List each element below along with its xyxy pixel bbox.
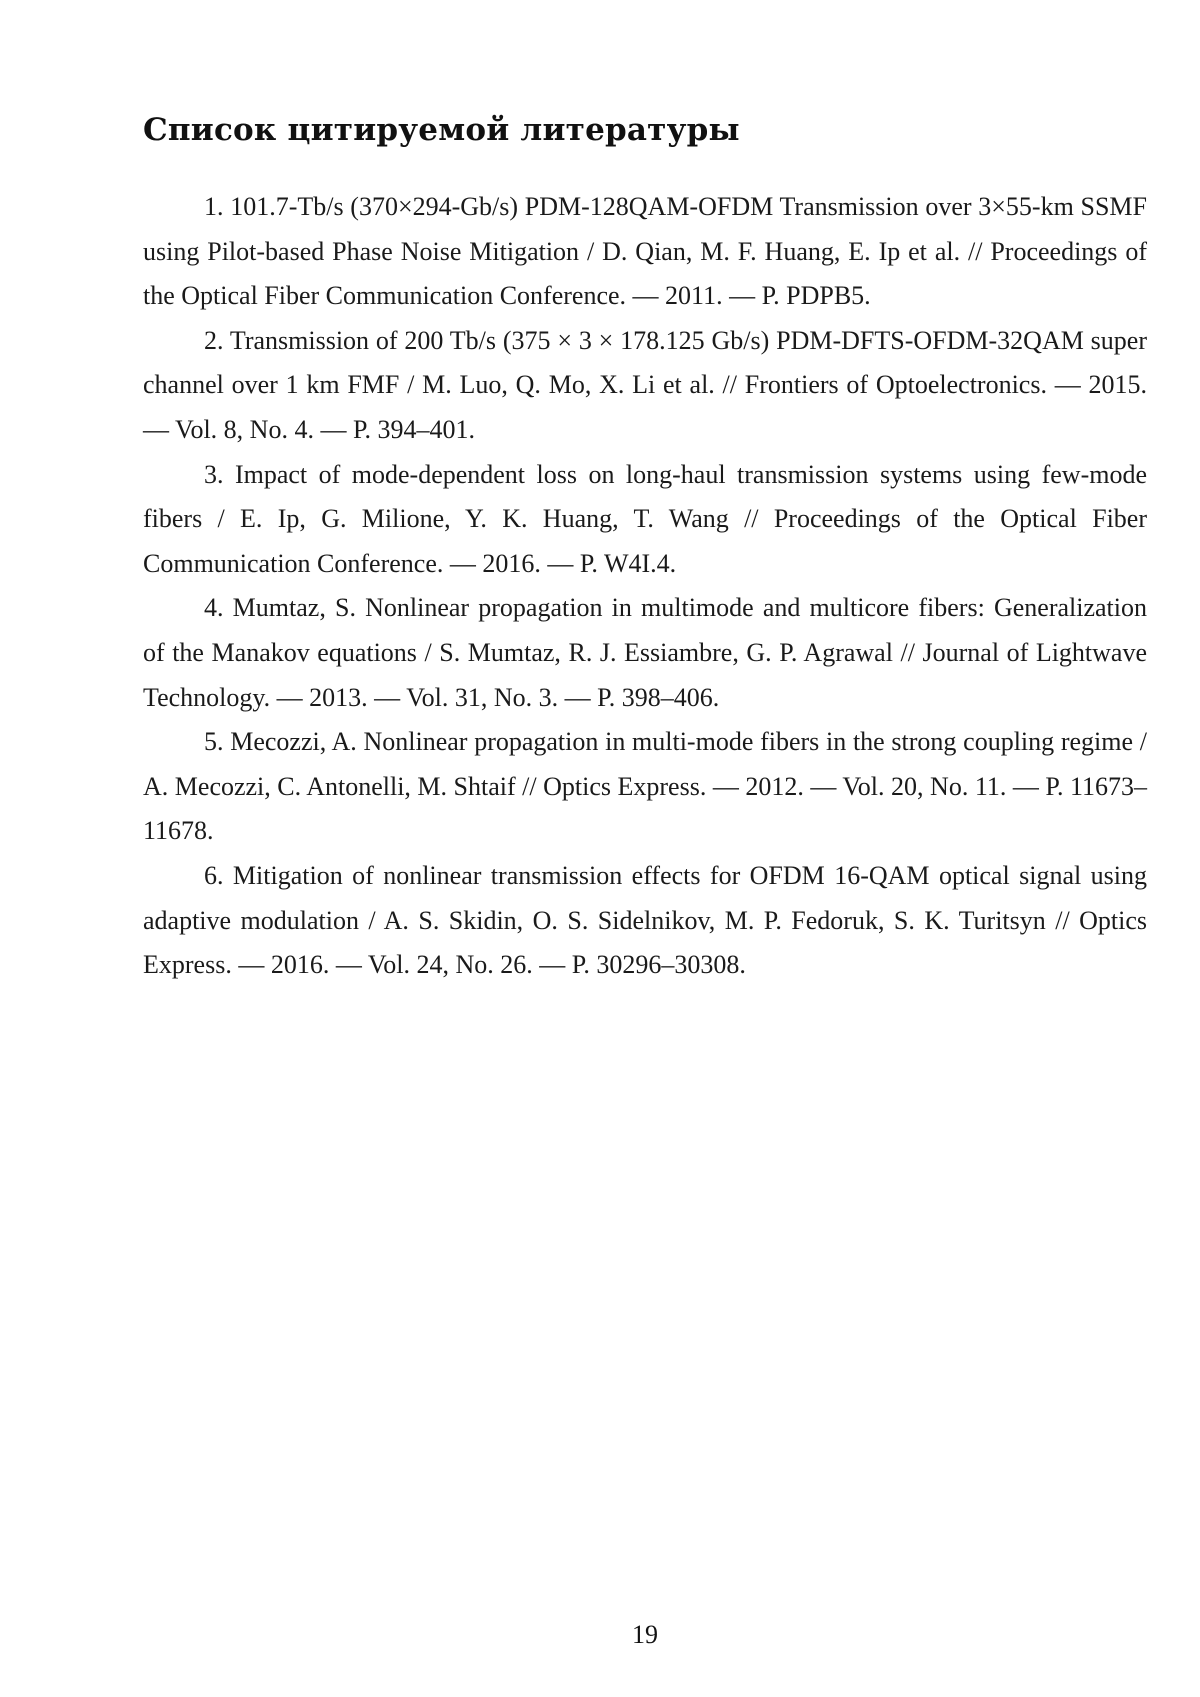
- reference-item: 6. Mitigation of nonlinear transmission effects for OFDM 16-QAM optical signal using adaptive modulation / A. S. Skidin, O. S. Sidelnikov, M. P. Fedoruk, S. K. Turitsyn // Optics Express. — 2016. — Vol. 24, No. 26. — P. 30296–30308.: [143, 860, 1147, 980]
- reference-list: [143, 185, 1147, 988]
- reference-item: 3. Impact of mode-dependent loss on long-haul transmission systems using few-mode fibers / E. Ip, G. Milione, Y. K. Huang, T. Wang // Proceedings of the Optical Fiber Communication Conference. — 2016. — P. W4I.4.: [143, 459, 1147, 578]
- document-page: [143, 0, 1147, 1697]
- reference-item: 5. Mecozzi, A. Nonlinear propagation in multi-mode fibers in the strong coupling regime / A. Mecozzi, C. Antonelli, M. Shtaif // Optics Express. — 2012. — Vol. 20, No. 11. — P. 11673–11678.: [143, 727, 1147, 846]
- reference-item: 4. Mumtaz, S. Nonlinear propagation in multimode and multicore fibers: Generalization of the Manakov equations / S. Mumtaz, R. J. Essiambre, G. P. Agrawal // Journal of Lightwave Technology. — 2013. — Vol. 31, No. 3. — P. 398–406.: [143, 593, 1147, 712]
- section-heading: Список цитируемой литературы: [143, 112, 740, 148]
- reference-item: 2. Transmission of 200 Tb/s (375 × 3 × 178.125 Gb/s) PDM-DFTS-OFDM-32QAM super channel over 1 km FMF / M. Luo, Q. Mo, X. Li et al. // Frontiers of Optoelectronics. — 2015. — Vol. 8, No. 4. — P. 394–401.: [143, 325, 1147, 444]
- page-number: 19: [632, 1620, 658, 1649]
- reference-item: 1. 101.7-Tb/s (370×294-Gb/s) PDM-128QAM-OFDM Transmission over 3×55-km SSMF using Pilot-based Phase Noise Mitigation / D. Qian, M. F. Huang, E. Ip et al. // Proceedings of the Optical Fiber Communication Conference. — 2011. — P. PDPB5.: [143, 192, 1147, 311]
